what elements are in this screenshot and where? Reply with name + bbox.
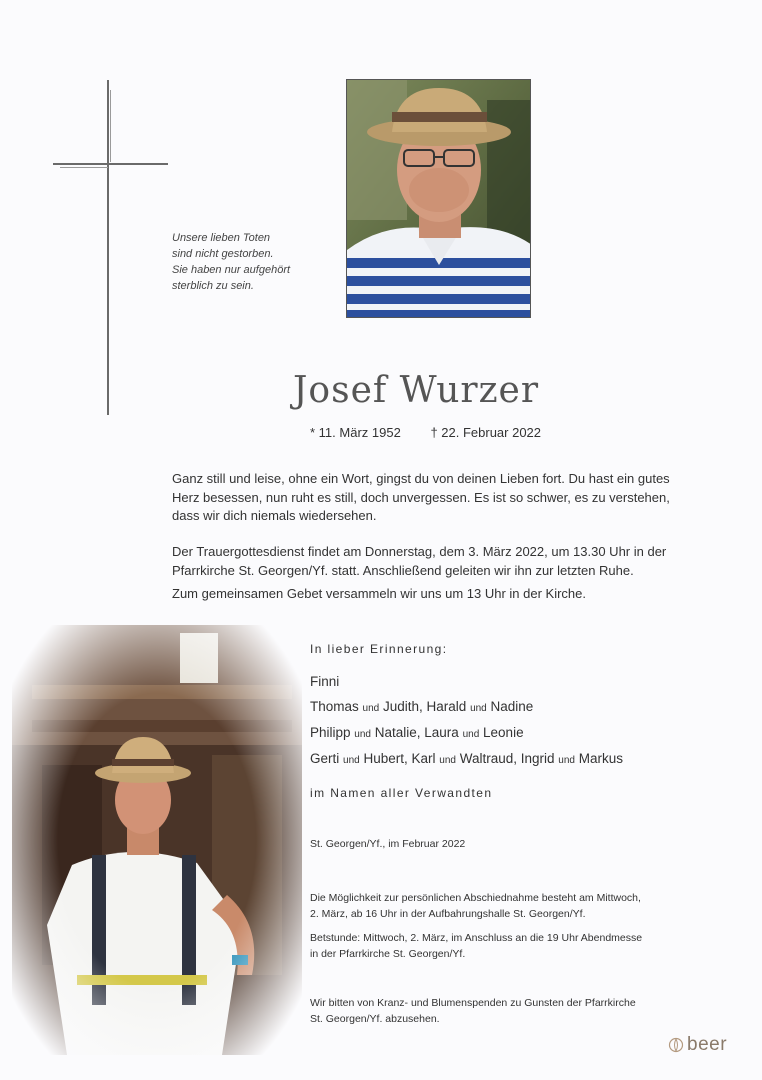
family-names: Judith, Harald [383, 699, 467, 714]
family-names: Nadine [490, 699, 534, 714]
family-conjunction: und [470, 703, 487, 714]
family-conjunction: und [462, 729, 480, 740]
memorial-quote [172, 230, 337, 294]
text-line: Herz besessen, nun ruht es still, doch unvergessen. Es ist so schwer, es zu verstehen, [172, 489, 670, 505]
family-names: Markus [578, 751, 624, 766]
family-conjunction: und [343, 755, 360, 766]
memory-closing: im Namen aller Verwandten [310, 786, 493, 800]
text-line: Ganz still und leise, ohne ein Wort, gingst du von deinen Lieben fort. Du hast ein gutes [172, 471, 670, 486]
place-date: St. Georgen/Yf., im Februar 2022 [310, 838, 466, 850]
hiking-photo [12, 625, 302, 1055]
death-date: † 22. Februar 2022 [430, 425, 542, 440]
family-names: Gerti [310, 751, 340, 766]
quote-line: Unsere lieben Toten [172, 232, 271, 244]
logo-mark-icon [668, 1037, 684, 1053]
text-line: dass wir dich niemals wiedersehen. [172, 508, 377, 523]
family-names: Leonie [483, 725, 524, 740]
life-dates [310, 425, 567, 440]
family-conjunction: und [362, 703, 380, 714]
donation-note [310, 996, 636, 1027]
prayer-hour-note [310, 931, 642, 962]
farewell-paragraph [172, 470, 732, 526]
family-names: Hubert, Karl [363, 751, 436, 766]
text-line: Zum gemeinsamen Gebet versammeln wir uns um 13 Uhr in der Kirche. [172, 586, 586, 601]
family-line [310, 674, 339, 689]
text-line: Der Trauergottesdienst findet am Donnerstag, dem 3. März 2022, um 13.30 Uhr in der [172, 544, 667, 559]
memory-title: In lieber Erinnerung: [310, 642, 448, 656]
family-line [310, 725, 524, 740]
text-line: Wir bitten von Kranz- und Blumenspenden zu Gunsten der Pfarrkirche [310, 997, 636, 1009]
text-line: 2. März, ab 16 Uhr in der Aufbahrungshalle St. Georgen/Yf. [310, 907, 586, 920]
text-line: Betstunde: Mittwoch, 2. März, im Anschluss an die 19 Uhr Abendmesse [310, 932, 643, 944]
quote-line: sind nicht gestorben. [172, 248, 274, 260]
family-conjunction: und [439, 755, 456, 766]
family-line [310, 751, 623, 766]
quote-line: sterblich zu sein. [172, 280, 254, 292]
family-names: Natalie, Laura [374, 725, 459, 740]
quote-line: Sie haben nur aufgehört [172, 264, 291, 276]
text-line: St. Georgen/Yf. abzusehen. [310, 1012, 440, 1025]
birth-date: * 11. März 1952 [310, 425, 401, 440]
text-line: in der Pfarrkirche St. Georgen/Yf. [310, 947, 466, 960]
family-names: Finni [310, 674, 340, 689]
family-conjunction: und [354, 729, 371, 740]
service-paragraph [172, 543, 732, 580]
logo-text: beer [687, 1034, 728, 1055]
viewing-note [310, 891, 641, 922]
text-line: Pfarrkirche St. Georgen/Yf. statt. Anschließend geleiten wir ihn zur letzten Ruhe. [172, 562, 634, 578]
family-names: Waltraud, Ingrid [459, 751, 555, 766]
funeral-home-logo [668, 1034, 727, 1056]
family-names: Thomas [310, 699, 359, 714]
text-line: Die Möglichkeit zur persönlichen Abschiednahme besteht am Mittwoch, [310, 892, 641, 904]
prayer-paragraph [172, 585, 732, 604]
deceased-name: Josef Wurzer [293, 370, 540, 411]
portrait-photo [346, 79, 531, 318]
family-names: Philipp [310, 725, 351, 740]
family-conjunction: und [558, 755, 575, 766]
family-line [310, 699, 533, 714]
